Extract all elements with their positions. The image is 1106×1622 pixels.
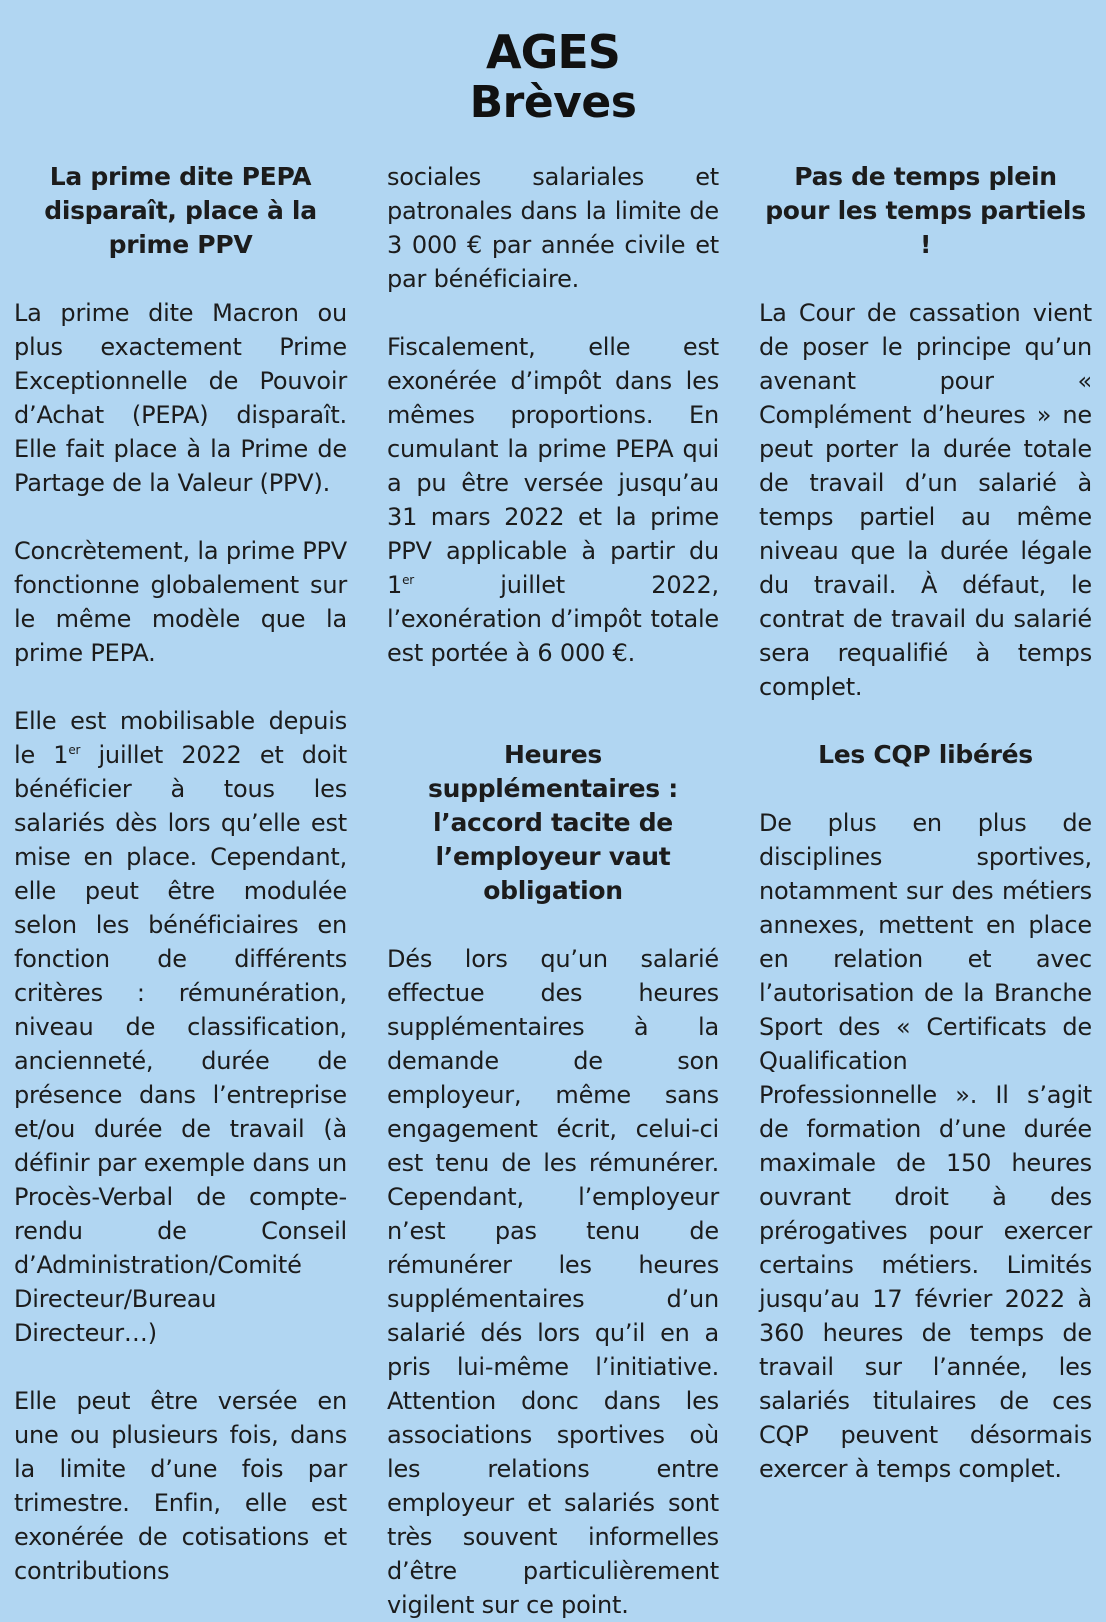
article-heures-paragraph: Dés lors qu’un salarié effectue des heures supplémentaires à la demande de son employeur, même sans engagement écrit, celui-ci est tenu de les rémunérer. Cependant, l’employeur n’est pas tenu de rémunérer les heures supplémentaires d’un salarié dés lors qu’il en a pris lui-même l’initiative. Attention donc dans les associations sportives où les relations entre employeur et salariés sont très souvent informelles d’être particulièrement vigilent sur ce point. bbox=[387, 945, 719, 1619]
column-right bbox=[759, 160, 1092, 1486]
article-cqp-title: Les CQP libérés bbox=[818, 740, 1033, 769]
article-heures-title: Heures supplémentaires : l’accord tacite de l’employeur vaut obligation bbox=[428, 740, 678, 905]
article-pepa-paragraph-2: Concrètement, la prime PPV fonctionne globalement sur le même modèle que la prime PEPA. bbox=[14, 537, 347, 667]
article-temps-partiel-title: Pas de temps plein pour les temps partiels ! bbox=[765, 162, 1086, 259]
article-pepa-paragraph-6: Fiscalement, elle est exonérée d’impôt dans les mêmes proportions. En cumulant la prime PEPA qui a pu être versée jusqu’au 31 mars 2022 et la prime PPV applicable à partir du 1er juillet 2022, l’exonération d’impôt totale est portée à 6 000 €. bbox=[387, 333, 719, 667]
masthead bbox=[0, 26, 1106, 128]
column-left bbox=[14, 160, 347, 1588]
article-pepa-paragraph-3: Elle est mobilisable depuis le 1er juillet 2022 et doit bénéficier à tous les salariés dès lors qu’elle est mise en place. Cependant, elle peut être modulée selon les bénéficiaires en fonction de différents critères : rémunération, niveau de classification, ancienneté, durée de présence dans l’entreprise et/ou durée de travail (à définir par exemple dans un Procès-Verbal de compte-rendu de Conseil d’Administration/Comité Directeur/Bureau Directeur…) bbox=[14, 707, 347, 1347]
article-pepa-paragraph-4: Elle peut être versée en une ou plusieurs fois, dans la limite d’une fois par trimestre. Enfin, elle est exonérée de cotisations et contributions bbox=[14, 1387, 347, 1585]
column-middle bbox=[387, 160, 719, 1622]
article-pepa-title: La prime dite PEPA disparaît, place à la prime PPV bbox=[44, 162, 317, 259]
article-cqp-paragraph: De plus en plus de disciplines sportives, notamment sur des métiers annexes, mettent en place en relation et avec l’autorisation de la Branche Sport des « Certificats de Qualification Professionnelle ». Il s’agit de formation d’une durée maximale de 150 heures ouvrant droit à des prérogatives pour exercer certains métiers. Limités jusqu’au 17 février 2022 à 360 heures de temps de travail sur l’année, les salariés titulaires de ces CQP peuvent désormais exercer à temps complet. bbox=[759, 809, 1092, 1483]
article-pepa-paragraph-5: sociales salariales et patronales dans la limite de 3 000 € par année civile et par bénéficiaire. bbox=[387, 163, 719, 293]
page-subtitle: Brèves bbox=[469, 77, 637, 128]
article-temps-partiel-paragraph: La Cour de cassation vient de poser le principe qu’un avenant pour « Complément d’heures » ne peut porter la durée totale de travail d’un salarié à temps partiel au même niveau que la durée légale du travail. À défaut, le contrat de travail du salarié sera requalifié à temps complet. bbox=[759, 299, 1092, 701]
article-pepa-paragraph-1: La prime dite Macron ou plus exactement Prime Exceptionnelle de Pouvoir d’Achat (PEPA) disparaît. Elle fait place à la Prime de Partage de la Valeur (PPV). bbox=[14, 299, 347, 497]
page-title: AGES bbox=[486, 25, 620, 79]
